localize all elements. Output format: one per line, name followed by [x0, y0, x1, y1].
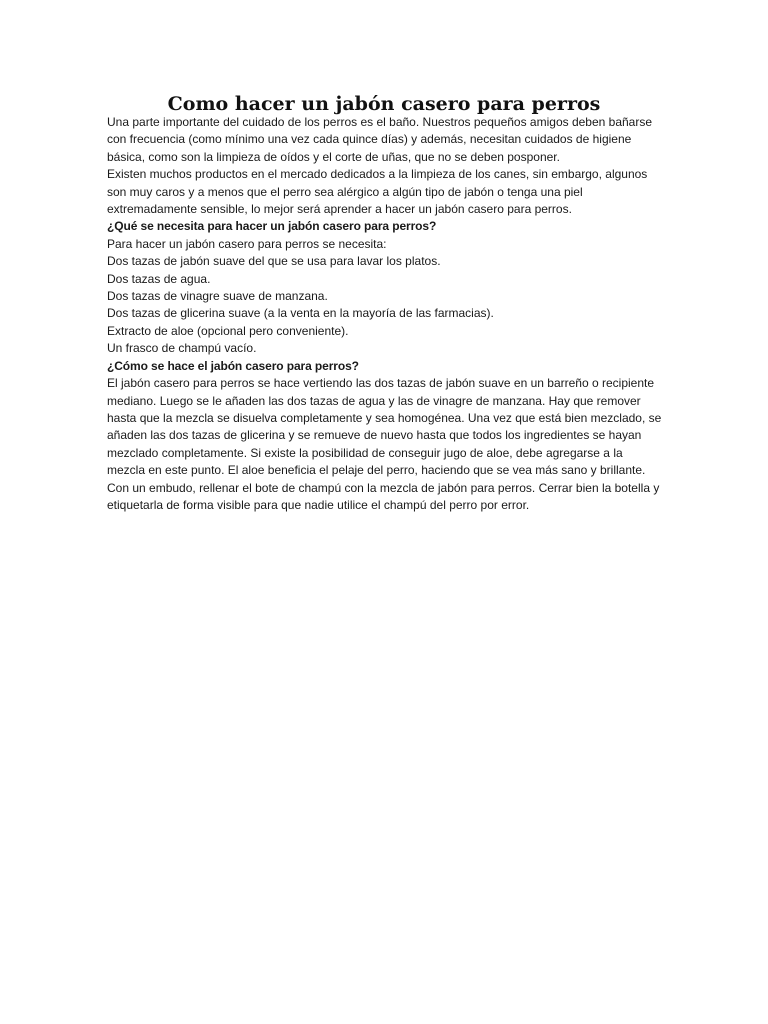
section-heading-method: ¿Cómo se hace el jabón casero para perros? [107, 358, 359, 373]
document-title: Como hacer un jabón casero para perros [167, 93, 601, 115]
ingredients-intro: Para hacer un jabón casero para perros se necesita: [107, 236, 387, 251]
method-paragraph-2: Con un embudo, rellenar el bote de champú con la mezcla de jabón para perros. Cerrar bien la botella y etiquetarla de forma visible para que nadie utilice el champú del perro por error. [107, 480, 660, 512]
method-paragraph-1: El jabón casero para perros se hace vertiendo las dos tazas de jabón suave en un barreño o recipiente mediano. Luego se le añaden las dos tazas de agua y las de vinagre de manzana. Hay que remover hasta que la mezcla se disuelva completamente y sea homogénea. Una vez que está bien mezclado, se añaden las dos tazas de glicerina y se remueve de nuevo hasta que todos los ingredientes se hayan mezclado completamente. Si existe la posibilidad de conseguir jugo de aloe, debe agregarse a la mezcla en este punto. El aloe beneficia el pelaje del perro, haciendo que se vea más sano y brillante. [107, 376, 662, 478]
ingredient-item: Dos tazas de vinagre suave de manzana. [107, 289, 328, 304]
section-heading-ingredients: ¿Qué se necesita para hacer un jabón casero para perros? [107, 219, 437, 234]
intro-paragraph-1: Una parte importante del cuidado de los perros es el baño. Nuestros pequeños amigos deben bañarse con frecuencia (como mínimo una vez cada quince días) y además, necesitan cuidados de higiene básica, como son la limpieza de oídos y el corte de uñas, que no se deben posponer. [107, 115, 653, 164]
ingredient-item: Un frasco de champú vacío. [107, 341, 257, 356]
ingredient-item: Dos tazas de agua. [107, 271, 211, 286]
ingredient-item: Dos tazas de jabón suave del que se usa para lavar los platos. [107, 254, 441, 269]
document-body [107, 114, 663, 514]
ingredient-item: Extracto de aloe (opcional pero conveniente). [107, 323, 349, 338]
intro-paragraph-2: Existen muchos productos en el mercado dedicados a la limpieza de los canes, sin embargo, algunos son muy caros y a menos que el perro sea alérgico a algún tipo de jabón o tenga una piel extremadamente sensible, lo mejor será aprender a hacer un jabón casero para perros. [107, 167, 648, 217]
ingredient-item: Dos tazas de glicerina suave (a la venta en la mayoría de las farmacias). [107, 306, 494, 321]
